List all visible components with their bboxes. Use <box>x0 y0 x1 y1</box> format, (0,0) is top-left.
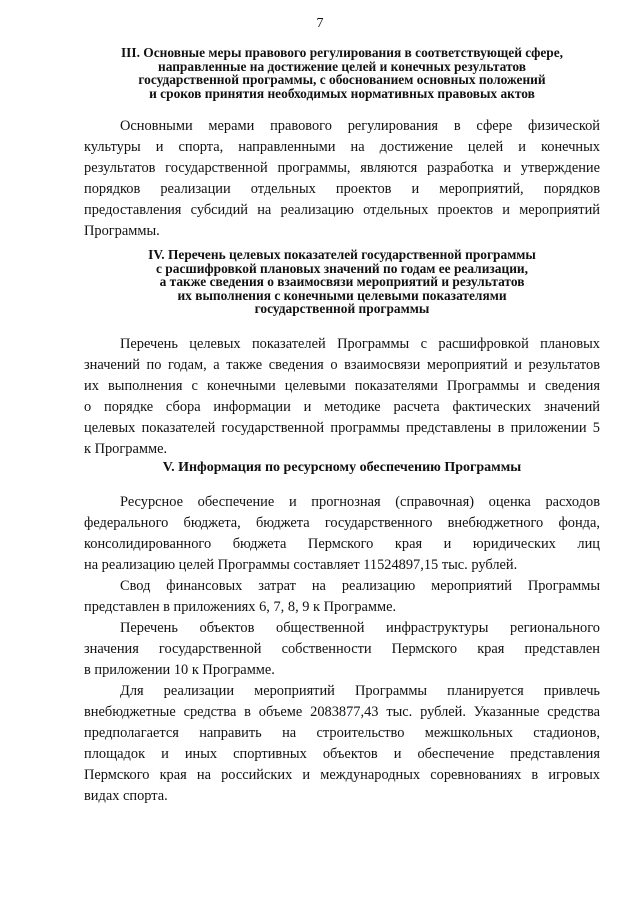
page-number: 7 <box>316 16 324 31</box>
paragraph-line: видах спорта. <box>84 788 168 804</box>
paragraph-line: предполагается направить на строительство межшкольных стадионов, <box>84 725 600 741</box>
paragraph-line: внебюджетные средства в объеме 2083877,43 тыс. рублей. Указанные средства <box>84 704 600 720</box>
paragraph-line: в приложении 10 к Программе. <box>84 662 275 678</box>
section-5-paragraph-3 <box>84 618 600 681</box>
section-3-heading-line: государственной программы, с обоснованием основных положений <box>138 72 546 87</box>
section-4-paragraph <box>84 334 600 460</box>
paragraph-line: площадок и иных спортивных объектов и обеспечение представления <box>84 746 600 762</box>
paragraph-line: к Программе. <box>84 441 168 457</box>
paragraph-line: порядков реализации отдельных проектов и мероприятий, порядков <box>84 181 600 197</box>
section-4-heading-line: с расшифровкой плановых значений по годам ее реализации, <box>156 260 528 276</box>
section-4-heading-line: их выполнения с конечными целевыми показателями <box>177 287 507 303</box>
section-4-heading-line: государственной программы <box>254 301 430 316</box>
section-5-paragraph-2 <box>84 576 600 618</box>
paragraph-line: представлен в приложениях 6, 7, 8, 9 к Программе. <box>84 599 397 615</box>
paragraph-line: результатов государственной программы, являются разработка и утверждение <box>84 160 600 176</box>
paragraph-line: федерального бюджета, бюджета государственного внебюджетного фонда, <box>84 515 600 531</box>
paragraph-line: на реализацию целей Программы составляет 11524897,15 тыс. рублей. <box>84 557 518 573</box>
paragraph-line: Основными мерами правового регулирования в сфере физической <box>120 118 600 134</box>
section-3-heading-line: и сроков принятия необходимых нормативных правовых актов <box>149 85 535 101</box>
paragraph-line: Пермского края на российских и международных соревнованиях в игровых <box>84 767 600 783</box>
section-4-heading <box>84 248 600 316</box>
section-3-heading <box>84 46 600 100</box>
section-5-heading-line: V. Информация по ресурсному обеспечению Программы <box>162 460 522 475</box>
paragraph-line: предоставления субсидий на реализацию отдельных проектов и мероприятий <box>84 202 600 218</box>
section-3-paragraph <box>84 116 600 242</box>
paragraph-line: Перечень объектов общественной инфраструктуры регионального <box>120 620 600 636</box>
section-5-paragraph-1 <box>84 492 600 576</box>
paragraph-line: их выполнения с конечными целевыми показателями Программы и сведения <box>84 378 600 394</box>
paragraph-line: Свод финансовых затрат на реализацию мероприятий Программы <box>120 578 600 594</box>
paragraph-line: консолидированного бюджета Пермского края и юридических лиц <box>84 536 600 552</box>
section-4-heading-line: IV. Перечень целевых показателей государственной программы <box>148 247 536 262</box>
paragraph-line: культуры и спорта, направленными на достижение целей и конечных <box>84 139 600 155</box>
paragraph-line: о порядке сбора информации и методике расчета фактических значений <box>84 399 600 415</box>
section-5-heading <box>84 461 600 475</box>
section-5-paragraph-4 <box>84 681 600 807</box>
paragraph-line: Программы. <box>84 223 160 239</box>
section-3-heading-line: III. Основные меры правового регулирования в соответствующей сфере, <box>120 45 564 60</box>
paragraph-line: значения государственной собственности Пермского края представлен <box>84 641 600 657</box>
paragraph-line: целевых показателей государственной программы представлены в приложении 5 <box>84 420 600 436</box>
paragraph-line: Ресурсное обеспечение и прогнозная (справочная) оценка расходов <box>120 494 600 510</box>
paragraph-line: Для реализации мероприятий Программы планируется привлечь <box>120 683 600 699</box>
section-3-heading-line: направленные на достижение целей и конечных результатов <box>157 58 527 74</box>
section-4-heading-line: а также сведения о взаимосвязи мероприятий и результатов <box>159 274 525 289</box>
paragraph-line: значений по годам, а также сведения о взаимосвязи мероприятий и результатов <box>84 357 600 373</box>
paragraph-line: Перечень целевых показателей Программы с расшифровкой плановых <box>120 336 600 352</box>
